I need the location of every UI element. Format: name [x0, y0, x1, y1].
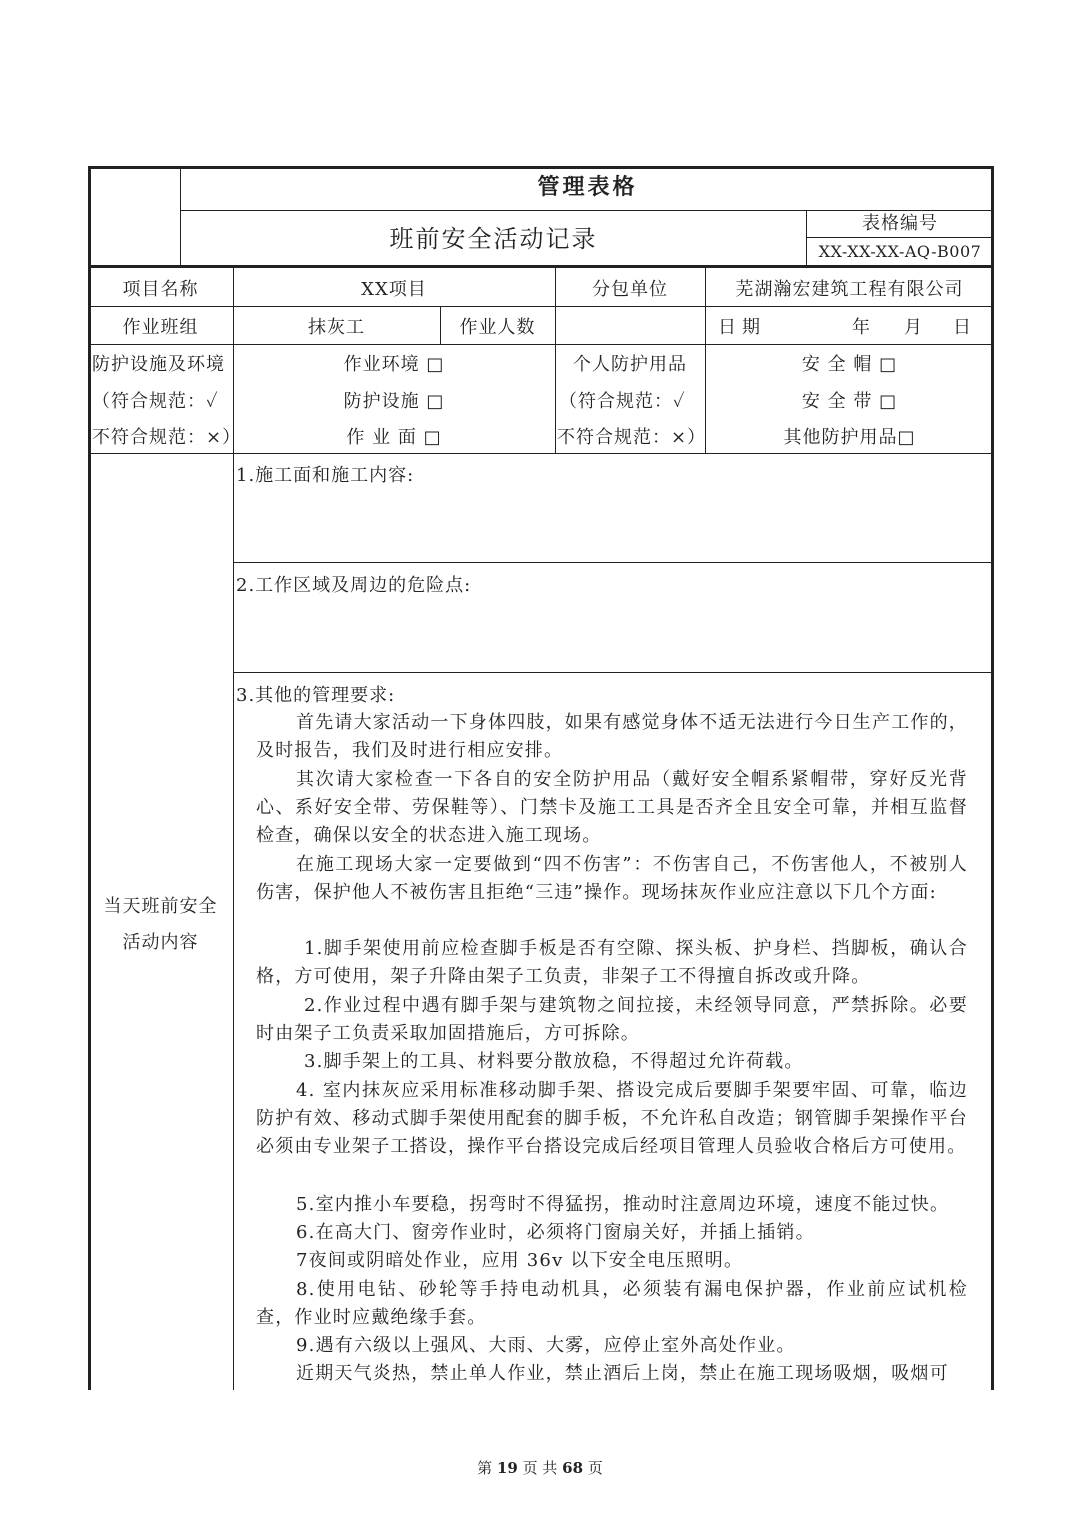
ppe-item-belt: 安 全 带 □: [801, 391, 898, 412]
row-line-3: [88, 453, 994, 454]
activity-label-line2: 活动内容: [122, 932, 199, 953]
form-no-mid-line: [806, 237, 994, 238]
footer-total: 68: [562, 1459, 584, 1477]
row-line-2: [88, 344, 994, 345]
paragraph-body: 近期天气炎热，禁止单人作业，禁止酒后上岗，禁止在施工现场吸烟，吸烟可: [296, 1363, 949, 1384]
page-footer: [0, 1458, 1080, 1478]
facility-item-workface: 作 业 面 □: [346, 427, 442, 448]
requirement-item: 8.使用电钻、砂轮等手持电动机具，必须装有漏电保护器，作业前应试机检查，作业时应戴绝缘手套。: [256, 1279, 968, 1328]
requirement-item: 3.脚手架上的工具、材料要分散放稳，不得超过允许荷载。: [304, 1051, 804, 1072]
ppe-item-helmet: 安 全 帽 □: [801, 354, 898, 375]
paragraph-body: 在施工现场大家一定要做到“四不伤害”：不伤害自己，不伤害他人，不被别人伤害，保护他人不被伤害且拒绝“三违”操作。现场抹灰作业应注意以下几个方面:: [256, 854, 968, 903]
paragraph-body: 其次请大家检查一下各自的安全防护用品（戴好安全帽系紧帽带，穿好反光背心、系好安全带、劳保鞋等）、门禁卡及施工工具是否齐全且安全可靠，并相互监督检查，确保以安全的状态进入施工现场。: [256, 769, 968, 846]
section-line-1: [233, 562, 994, 563]
ppe-label-line1: 个人防护用品: [573, 354, 687, 375]
footer-mid: 页 共: [522, 1459, 558, 1477]
project-label: 项目名称: [122, 279, 199, 300]
row-line-1: [88, 306, 994, 307]
date-label: 日期: [718, 317, 766, 338]
footer-page: 19: [496, 1459, 518, 1477]
category-title: 管理表格: [537, 175, 638, 200]
facility-label-line3: 不符合规范：×）: [92, 427, 242, 448]
requirement-item: 2.作业过程中遇有脚手架与建筑物之间拉接，未经领导同意，严禁拆除。必要时由架子工负责采取加固措施后，方可拆除。: [256, 995, 968, 1044]
requirement-item: 4. 室内抹灰应采用标准移动脚手架、搭设完成后要脚手架要牢固、可靠，临边防护有效、移动式脚手架使用配套的脚手板，不允许私自改造；钢管脚手架操作平台必须由专业架子工搭设，操作平台搭设完成后经项目管理人员验收合格后方可使用。: [256, 1080, 968, 1157]
paragraph-body: 首先请大家活动一下身体四肢，如果有感觉身体不适无法进行今日生产工作的，及时报告，我们及时进行相应安排。: [256, 712, 968, 761]
section1-title: 1.施工面和施工内容:: [236, 465, 415, 486]
footer-prefix: 第: [477, 1459, 493, 1477]
form-no-value: XX-XX-XX-AQ-B007: [818, 242, 982, 261]
requirement-item: 7夜间或阴暗处作业，应用 36v 以下安全电压照明。: [296, 1250, 744, 1271]
section2-title: 2.工作区域及周边的危险点:: [236, 575, 472, 596]
facility-label-line2: （符合规范：✓: [92, 391, 219, 412]
facility-label-line1: 防护设施及环境: [92, 354, 225, 375]
section-line-2: [233, 672, 994, 673]
project-value: XX项目: [361, 279, 427, 300]
section3-title: 3.其他的管理要求:: [236, 685, 396, 706]
requirement-item: 5.室内推小车要稳，拐弯时不得猛拐，推动时注意周边环境，速度不能过快。: [296, 1194, 950, 1215]
header-divider: [88, 265, 994, 268]
form-no-label: 表格编号: [862, 213, 938, 234]
date-day: 日: [953, 317, 972, 338]
requirement-item: 6.在高大门、窗旁作业时，必须将门窗扇关好，并插上插销。: [296, 1222, 815, 1243]
date-year: 年: [852, 317, 871, 338]
requirement-item: 9.遇有六级以上强风、大雨、大雾，应停止室外高处作业。: [296, 1335, 796, 1356]
subcontractor-label: 分包单位: [592, 279, 668, 300]
category-divider: [181, 210, 994, 211]
ppe-label-line3: 不符合规范：×）: [557, 427, 707, 448]
requirement-item: 1.脚手架使用前应检查脚手板是否有空隙、探头板、护身栏、挡脚板，确认合格，方可使用，架子升降由架子工负责，非架子工不得擅自拆改或升降。: [256, 938, 968, 987]
form-title: 班前安全活动记录: [389, 225, 598, 253]
date-month: 月: [904, 317, 923, 338]
team-label: 作业班组: [122, 317, 199, 338]
footer-suffix: 页: [587, 1459, 603, 1477]
ppe-item-other: 其他防护用品□: [783, 427, 916, 448]
facility-item-facilities: 防护设施 □: [343, 391, 445, 412]
activity-label-line1: 当天班前安全: [103, 896, 218, 917]
facility-item-environment: 作业环境 □: [343, 354, 445, 375]
team-value: 抹灰工: [308, 317, 365, 338]
workers-label: 作业人数: [459, 317, 536, 338]
ppe-label-line2: （符合规范：✓: [559, 391, 686, 412]
subcontractor-value: 芜湖瀚宏建筑工程有限公司: [735, 279, 964, 300]
